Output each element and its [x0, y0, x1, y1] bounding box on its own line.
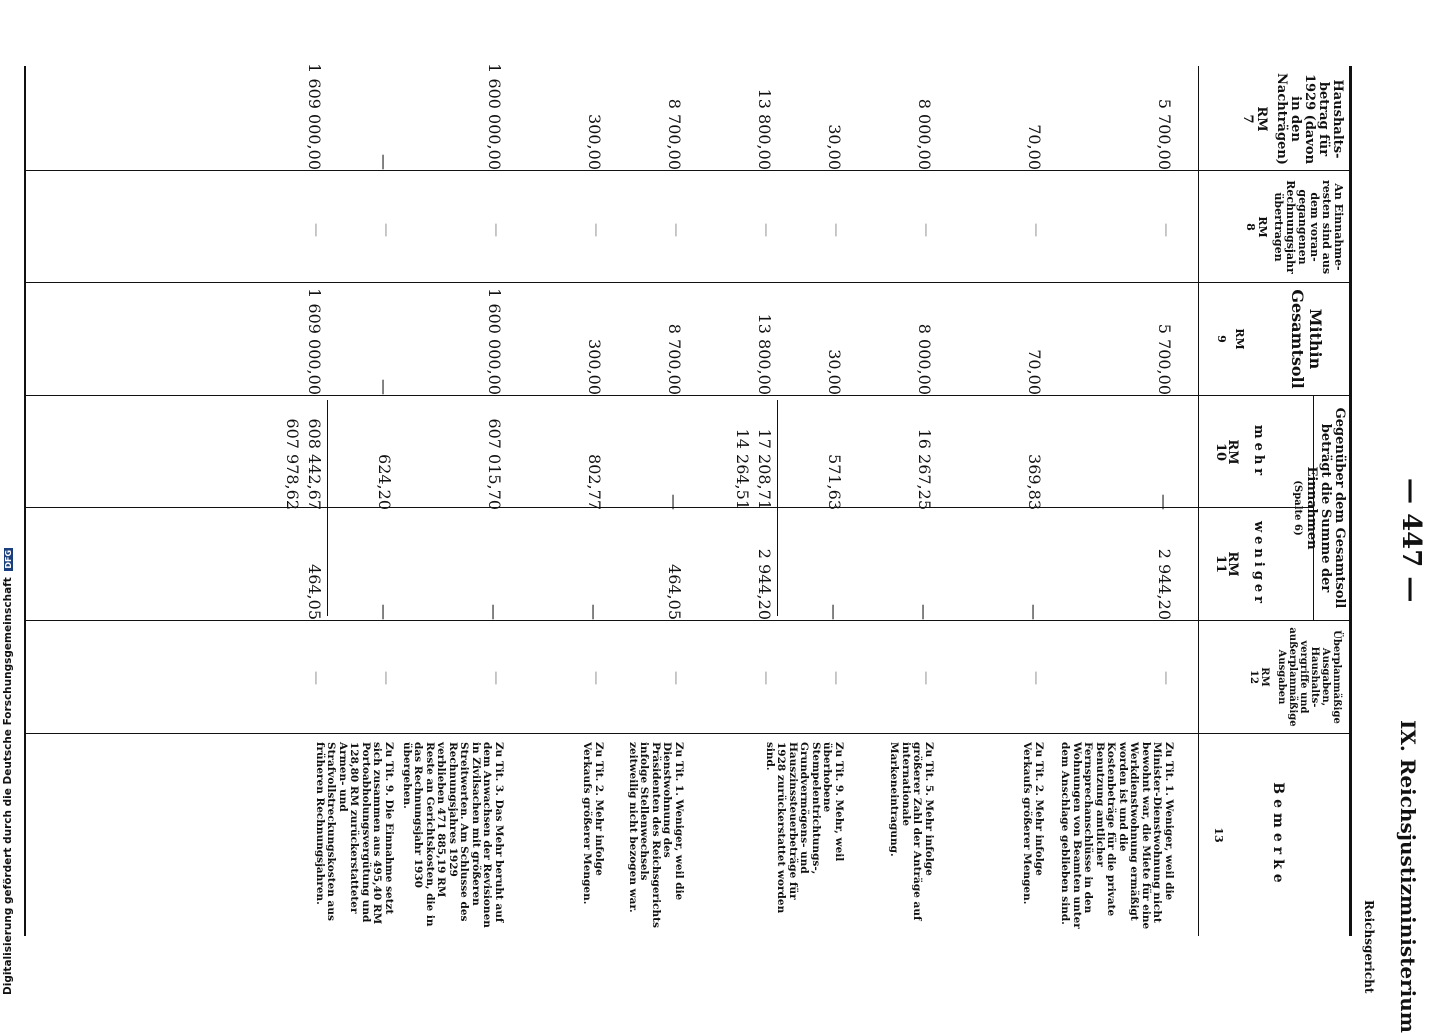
- cell-c10: 607 015,70: [485, 418, 504, 510]
- cell-c8-empty: —: [918, 223, 934, 237]
- cell-c7: 8 700,00: [665, 98, 684, 170]
- cell-c12-empty: —: [378, 671, 394, 685]
- cell-c12-empty: —: [758, 671, 774, 685]
- col8-unit: RM: [1256, 216, 1269, 238]
- col-sep-11: [24, 620, 1352, 621]
- cell-c11: —: [485, 604, 504, 620]
- cell-c8-empty: —: [488, 223, 504, 237]
- col-sep-7: [24, 170, 1352, 171]
- cell-c11: —: [585, 604, 604, 620]
- remark-text: Zu Tit. 9. Die Einnahme setzt sich zusammen aus 495,40 RM Portoabholungsvergütung und 128,80 RM zurückerstatteter Armen- und Strafvollstreckungskosten aus früheren Rechnungsjahren.: [314, 742, 395, 925]
- cell-c12-empty: —: [488, 671, 504, 685]
- header-bottom-rule: [1198, 66, 1199, 936]
- cell-c12-empty: —: [308, 671, 324, 685]
- col10-no: 10: [1213, 442, 1228, 462]
- cell-c10-net: 14 264,51: [733, 428, 752, 510]
- cell-c12-empty: —: [1158, 671, 1174, 685]
- col9-no: 9: [1215, 335, 1228, 343]
- col-sep-8: [24, 282, 1352, 283]
- cell-c8-empty: —: [1158, 223, 1174, 237]
- cell-c12-empty: —: [1028, 671, 1044, 685]
- cell-c9: 1 600 000,00: [485, 288, 504, 395]
- remark-text: Zu Tit. 2. Mehr infolge Verkaufs größerer Mengen.: [581, 742, 605, 905]
- page-dash-right: —: [1396, 576, 1426, 603]
- cell-c11: 464,05: [665, 564, 684, 620]
- col10-header: [1214, 400, 1264, 504]
- cell-c10: 624,20: [375, 454, 394, 510]
- subtotal-rule: [327, 400, 328, 616]
- cell-c8-empty: —: [668, 223, 684, 237]
- cell-c9: 300,00: [585, 339, 604, 395]
- section-title: IX. Reichsjustizministerium: [1396, 720, 1420, 1033]
- cell-c9: 70,00: [1025, 349, 1044, 395]
- cell-c12-empty: —: [588, 671, 604, 685]
- cell-c7: 300,00: [585, 114, 604, 170]
- cell-c12-empty: —: [918, 671, 934, 685]
- cell-c10: 571,63: [825, 454, 844, 510]
- col11-label: weniger: [1251, 520, 1266, 608]
- col8-label: An Einnahme-resten sind aus dem voran-gegangenen Rechnungsjahr übertragen: [1272, 179, 1345, 275]
- cell-c10: 608 442,67: [305, 418, 324, 510]
- col10-11-label: Gegenüber dem Gesamtsoll beträgt die Summe der Einnahmen: [1304, 407, 1347, 609]
- cell-c7: 70,00: [1025, 124, 1044, 170]
- cell-c9: —: [375, 379, 394, 395]
- col13-label: Bemerke: [1270, 782, 1286, 888]
- cell-c9: 8 000,00: [915, 323, 934, 395]
- cell-c8-empty: —: [308, 223, 324, 237]
- col10-label: mehr: [1251, 424, 1266, 480]
- cell-c8-empty: —: [1028, 223, 1044, 237]
- col-sep-12: [24, 733, 1352, 734]
- col13-no: 13: [1212, 827, 1225, 843]
- cell-c10: —: [1155, 494, 1174, 510]
- cell-c11: —: [1025, 604, 1044, 620]
- remark-text: Zu Tit. 3. Das Mehr beruht auf dem Anwachsen der Revisionen in Zivilsachen mit größeren Streitwerten. Am Schlusse des Rechnungsjahres 1929 verblieben 471 885,19 RM Reste an Gerichtskosten, die in das Rechnungsjahr 1930 übergehen.: [401, 742, 505, 928]
- col-sep-9: [24, 395, 1352, 396]
- page-dash-left: —: [1396, 478, 1426, 504]
- col11-unit: RM: [1225, 551, 1240, 577]
- cell-c7: 1 600 000,00: [485, 63, 504, 170]
- cell-c9: 5 700,00: [1155, 323, 1174, 395]
- page-number: [1396, 478, 1426, 602]
- cell-c8-empty: —: [588, 223, 604, 237]
- cell-c7: 1 609 000,00: [305, 63, 324, 170]
- cell-c7: 13 800,00: [755, 88, 774, 170]
- bottom-rule: [24, 66, 26, 936]
- cell-c12-empty: —: [828, 671, 844, 685]
- col12-header: [1248, 625, 1342, 729]
- top-rule: [1349, 66, 1352, 936]
- cell-c11: —: [915, 604, 934, 620]
- col10-11-header: [1290, 400, 1346, 616]
- cell-c9: 30,00: [825, 349, 844, 395]
- col12-label: Überplanmäßige Ausgaben, Haushalts-vergriffe und außerplanmäßige Ausgaben: [1276, 627, 1342, 727]
- cell-c11: 464,05: [305, 564, 324, 620]
- cell-c10: 17 208,71: [755, 428, 774, 510]
- cell-c9: 8 700,00: [665, 323, 684, 395]
- cell-c10: 802,77: [585, 454, 604, 510]
- cell-c10: 369,83: [1025, 454, 1044, 510]
- remark-text: Zu Tit. 9. Mehr, weil überhobene Stempelentrichtungs-, Grundvermögens- und Hauszinssteuerbeträge für 1928 zurückerstattet worden sind.: [764, 742, 845, 914]
- cell-c7: 8 000,00: [915, 98, 934, 170]
- remark-text: Zu Tit. 5. Mehr infolge größerer Zahl der Anträge auf internationale Markeneintragung.: [888, 742, 935, 921]
- cell-c11: 2 944,20: [1155, 548, 1174, 620]
- funding-text: Digitalisierung gefördert durch die Deutsche Forschungsgemeinschaft: [2, 577, 14, 995]
- col9-header: [1212, 288, 1324, 390]
- cell-c12-empty: —: [668, 671, 684, 685]
- page-number-text: 447: [1396, 513, 1426, 568]
- col8-header: [1244, 176, 1344, 278]
- cell-c7: —: [375, 154, 394, 170]
- cell-c10: 16 267,25: [915, 428, 934, 510]
- col7-header: [1240, 72, 1344, 166]
- dfg-logo: DFG: [4, 549, 13, 569]
- cell-c11: —: [825, 604, 844, 620]
- col7-label: Haushalts-betrag für 1929 (davon in den Nachträgen): [1274, 73, 1345, 165]
- cell-c11: —: [375, 604, 394, 620]
- cell-c9: 13 800,00: [755, 313, 774, 395]
- subsection-title: Reichsgericht: [1362, 900, 1376, 994]
- col7-unit: RM: [1254, 106, 1269, 132]
- cell-c7: 5 700,00: [1155, 98, 1174, 170]
- col9-label: Mithin Gesamtsoll: [1288, 289, 1325, 389]
- col10-unit: RM: [1225, 439, 1240, 465]
- remark-text: Zu Tit. 1. Weniger, weil die Dienstwohnung des Präsidenten des Reichsgerichts infolge Stellenwechsels zeitweilig nicht bezogen war.: [627, 742, 685, 928]
- col9-unit: RM: [1233, 328, 1246, 350]
- cell-c8-empty: —: [378, 223, 394, 237]
- cell-c8-empty: —: [828, 223, 844, 237]
- col11-header: [1214, 512, 1264, 616]
- col11-no: 11: [1213, 554, 1228, 574]
- subtotal-rule: [777, 400, 778, 616]
- col10-11-sub: (Spalte 6): [1292, 480, 1303, 536]
- col12-no: 12: [1248, 670, 1259, 684]
- col13-header: [1212, 740, 1284, 930]
- cell-c8-empty: —: [758, 223, 774, 237]
- col7-no: 7: [1240, 114, 1255, 124]
- cell-c9: 1 609 000,00: [305, 288, 324, 395]
- col8-no: 8: [1244, 223, 1257, 231]
- cell-c7: 30,00: [825, 124, 844, 170]
- col12-unit: RM: [1259, 667, 1270, 687]
- remark-text: Zu Tit. 1. Weniger, weil die Minister-Dienstwohnung nicht bewohnt war, die Miete für eine Werkdienstwohnung ermäßigt worden ist und die Kostenbeträge für die private Benutzung amtlicher Fernsprechanschlüsse in den Wohnungen von Beamten unter dem Anschlage geblieben sind.: [1059, 742, 1175, 930]
- remark-text: Zu Tit. 2. Mehr infolge Verkaufs größerer Mengen.: [1021, 742, 1045, 905]
- cell-c10-net: 607 978,62: [283, 418, 302, 510]
- cell-c10: —: [665, 494, 684, 510]
- cell-c11: 2 944,20: [755, 548, 774, 620]
